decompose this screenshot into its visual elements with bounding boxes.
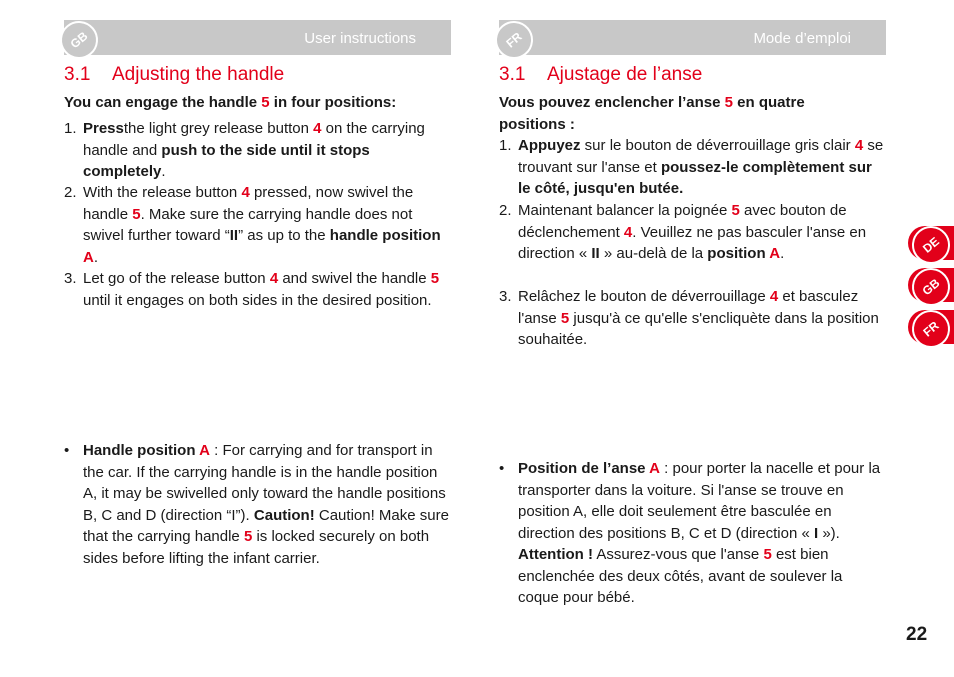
item-text bbox=[83, 118, 454, 183]
item-text-part: 5 bbox=[731, 202, 740, 219]
intro-part: Vous pouvez enclencher l’anse bbox=[499, 94, 725, 111]
item-text-part: position bbox=[707, 245, 770, 262]
item-marker: 2. bbox=[64, 184, 77, 201]
item-text-part: until it engages on both sides in the desired position. bbox=[83, 291, 432, 309]
section-heading bbox=[499, 64, 702, 86]
item-text-part: . bbox=[780, 245, 785, 262]
language-badge: DE bbox=[904, 218, 954, 272]
header-banner bbox=[64, 20, 451, 55]
intro-part: in four positions: bbox=[269, 94, 397, 111]
intro-ref: 5 bbox=[724, 94, 733, 111]
section-number: 3.1 bbox=[64, 64, 91, 85]
header-banner bbox=[499, 20, 886, 55]
item-text-part: : For carrying and for transport in the car. If the carrying handle is in the handle position A, it may be swivelled only toward the handle positions B, C and D (direction “I”). bbox=[83, 442, 446, 524]
language-badge: GB bbox=[904, 260, 954, 314]
item-text bbox=[518, 135, 886, 200]
item-text-part: and swivel the handle bbox=[278, 270, 431, 287]
item-text-part: A bbox=[83, 248, 94, 266]
item-text-part: ” as up to the bbox=[238, 227, 330, 244]
item-text-part: 5 bbox=[132, 205, 141, 223]
item-text-part: 4 bbox=[241, 184, 250, 201]
item-text-part: II bbox=[591, 245, 600, 262]
item-text bbox=[518, 286, 886, 351]
item-marker: 3. bbox=[499, 288, 512, 305]
item-text-part: Attention ! bbox=[518, 546, 593, 563]
item-text-part: . bbox=[93, 248, 99, 266]
item-text-part: 5 bbox=[763, 546, 772, 563]
item-text-part: 4 bbox=[769, 288, 779, 305]
item-text-part: 5 bbox=[430, 270, 440, 287]
intro-part: en quatre positions : bbox=[499, 94, 805, 133]
item-text-part: A bbox=[769, 245, 781, 262]
item-text-part: »). bbox=[818, 524, 840, 542]
item-text bbox=[83, 182, 454, 268]
item-text-part: pressed, now swivel the handle bbox=[83, 184, 414, 223]
item-marker: 3. bbox=[64, 270, 77, 287]
language-badge: FR bbox=[487, 13, 541, 67]
header-title: Mode d’emploi bbox=[753, 30, 851, 47]
item-text-part: » au-delà de la bbox=[599, 245, 708, 262]
item-marker: • bbox=[499, 460, 505, 477]
item-text-part: Maintenant balancer la poignée bbox=[518, 202, 732, 219]
item-text-part: Appuyez bbox=[518, 137, 581, 154]
item-text-part: handle position bbox=[329, 227, 441, 244]
item-text-part: : pour porter la nacelle et pour la transporter dans la voiture. Si l'anse se trouve en position A, elle doit seulement être basculée en direction des positions B, C et D (direction « bbox=[518, 460, 881, 542]
item-text-part: A bbox=[199, 442, 210, 459]
intro-text bbox=[64, 92, 454, 114]
item-text bbox=[518, 200, 886, 265]
item-marker: • bbox=[64, 442, 70, 459]
item-text-part: Assurez-vous que l'anse bbox=[592, 546, 764, 563]
item-text-part: With the release button bbox=[83, 184, 242, 201]
item-text-part: I bbox=[813, 524, 819, 542]
item-text-part: Press bbox=[83, 120, 124, 137]
header-title: User instructions bbox=[304, 30, 416, 47]
language-badge: FR bbox=[904, 302, 954, 356]
item-marker: 1. bbox=[499, 137, 512, 154]
item-text-part: . Make sure the carrying handle does not swivel further toward “ bbox=[83, 205, 413, 244]
item-text-part: II bbox=[229, 227, 239, 244]
item-text-part: 4 bbox=[854, 137, 864, 154]
intro-ref: 5 bbox=[261, 94, 270, 111]
intro-text bbox=[499, 92, 839, 135]
side-tab-gb[interactable] bbox=[908, 268, 954, 302]
item-marker: 1. bbox=[64, 120, 77, 137]
item-text bbox=[518, 458, 886, 609]
item-text-part: Caution! Make sure that the carrying handle bbox=[83, 506, 449, 545]
intro-part: You can engage the handle bbox=[64, 94, 262, 111]
item-text-part: est bien enclenchée des deux côtés, avant de soulever la coque pour bébé. bbox=[518, 546, 843, 606]
item-marker: 2. bbox=[499, 202, 512, 219]
item-text-part: 4 bbox=[313, 120, 322, 137]
left-column bbox=[64, 20, 451, 567]
item-text bbox=[83, 268, 454, 311]
language-badge: GB bbox=[52, 13, 106, 67]
item-text-part: is locked securely on both sides before lifting the infant carrier. bbox=[83, 528, 430, 567]
item-text-part: on the carrying handle and bbox=[83, 120, 425, 159]
section-heading bbox=[64, 64, 284, 86]
item-text-part: push to the side until it stops completely bbox=[83, 141, 370, 180]
item-text-part: the light grey release button bbox=[123, 120, 314, 137]
item-text-part: Relâchez le bouton de déverrouillage bbox=[518, 288, 770, 305]
item-text bbox=[83, 440, 454, 569]
item-text-part: avec bouton de déclenchement bbox=[518, 202, 847, 241]
item-text-part: sur le bouton de déverrouillage gris clair bbox=[580, 137, 855, 154]
item-text-part: 4 bbox=[623, 223, 633, 241]
item-text-part: jusqu'à ce qu'elle s'encliquète dans la position souhaitée. bbox=[518, 309, 879, 348]
side-tab-fr[interactable] bbox=[908, 310, 954, 344]
item-text-part: Position de l’anse bbox=[518, 460, 650, 477]
item-text-part: 5 bbox=[560, 309, 570, 327]
side-tab-de[interactable] bbox=[908, 226, 954, 260]
item-text-part: A bbox=[649, 460, 660, 477]
page-number: 22 bbox=[906, 624, 928, 645]
item-text-part: et basculez l'anse bbox=[518, 288, 859, 327]
item-text-part: . Veuillez ne pas basculer l'anse en direction « bbox=[518, 223, 867, 262]
section-title: Ajustage de l’anse bbox=[547, 64, 703, 85]
section-title: Adjusting the handle bbox=[112, 64, 285, 85]
item-text-part: poussez-le complètement sur le côté, jusqu'en butée. bbox=[518, 158, 872, 197]
section-number: 3.1 bbox=[499, 64, 526, 85]
item-text-part: 4 bbox=[269, 270, 279, 287]
item-text-part: 5 bbox=[243, 528, 253, 545]
item-text-part: Let go of the release button bbox=[83, 270, 270, 287]
item-text-part: se trouvant sur l'anse et bbox=[518, 137, 884, 176]
right-column bbox=[499, 20, 886, 606]
item-text-part: Handle position bbox=[83, 442, 200, 459]
item-text-part: . bbox=[161, 163, 166, 180]
item-text-part: Caution! bbox=[253, 506, 315, 524]
